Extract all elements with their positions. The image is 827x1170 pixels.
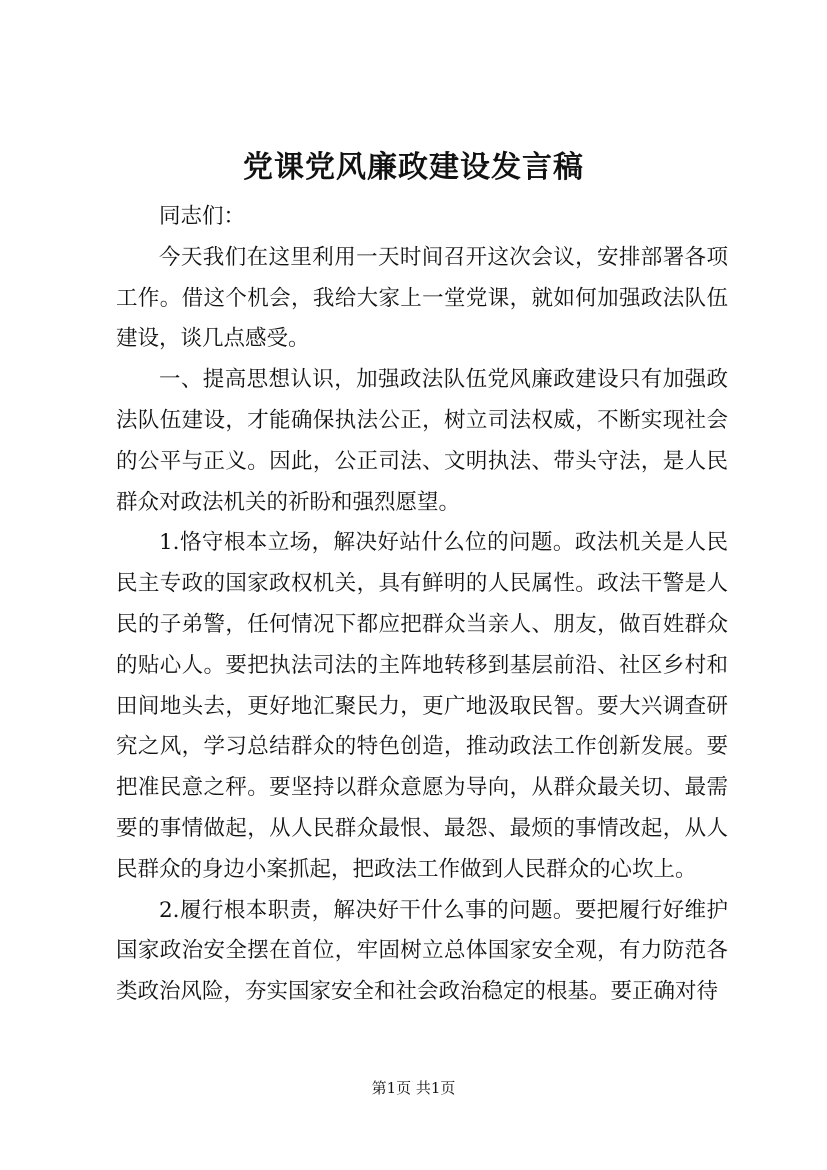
salutation: 同志们： bbox=[159, 204, 246, 229]
paragraph-1: 今天我们在这里利用一天时间召开这次会议，安排部署各项工作。借这个机会，我给大家上一堂党课，就如何加强政法队伍建设，谈几点感受。 bbox=[116, 244, 728, 352]
paragraph-4: 2.履行根本职责，解决好干什么事的问题。要把履行好维护国家政治安全摆在首位，牢固树立总体国家安全观，有力防范各类政治风险，夯实国家安全和社会政治稳定的根基。要正确对待 bbox=[116, 897, 728, 1005]
page-footer: 第1页 共1页 bbox=[371, 1079, 456, 1097]
document-body bbox=[116, 197, 728, 1013]
paragraph-3: 1.恪守根本立场，解决好站什么位的问题。政法机关是人民民主专政的国家政权机关，具有鲜明的人民属性。政法干警是人民的子弟警，任何情况下都应把群众当亲人、朋友，做百姓群众的贴心人。要把执法司法的主阵地转移到基层前沿、社区乡村和田间地头去，更好地汇聚民力，更广地汲取民智。要大兴调查研究之风，学习总结群众的特色创造，推动政法工作创新发展。要把准民意之秤。要坚持以群众意愿为导向，从群众最关切、最需要的事情做起，从人民群众最恨、最怨、最烦的事情改起，从人民群众的身边小案抓起，把政法工作做到人民群众的心坎上。 bbox=[116, 530, 728, 882]
paragraph-2: 一、提高思想认识，加强政法队伍党风廉政建设只有加强政法队伍建设，才能确保执法公正，树立司法权威，不断实现社会的公平与正义。因此，公正司法、文明执法、带头守法，是人民群众对政法机关的祈盼和强烈愿望。 bbox=[116, 367, 728, 515]
document-title: 党课党风廉政建设发言稿 bbox=[243, 150, 584, 185]
